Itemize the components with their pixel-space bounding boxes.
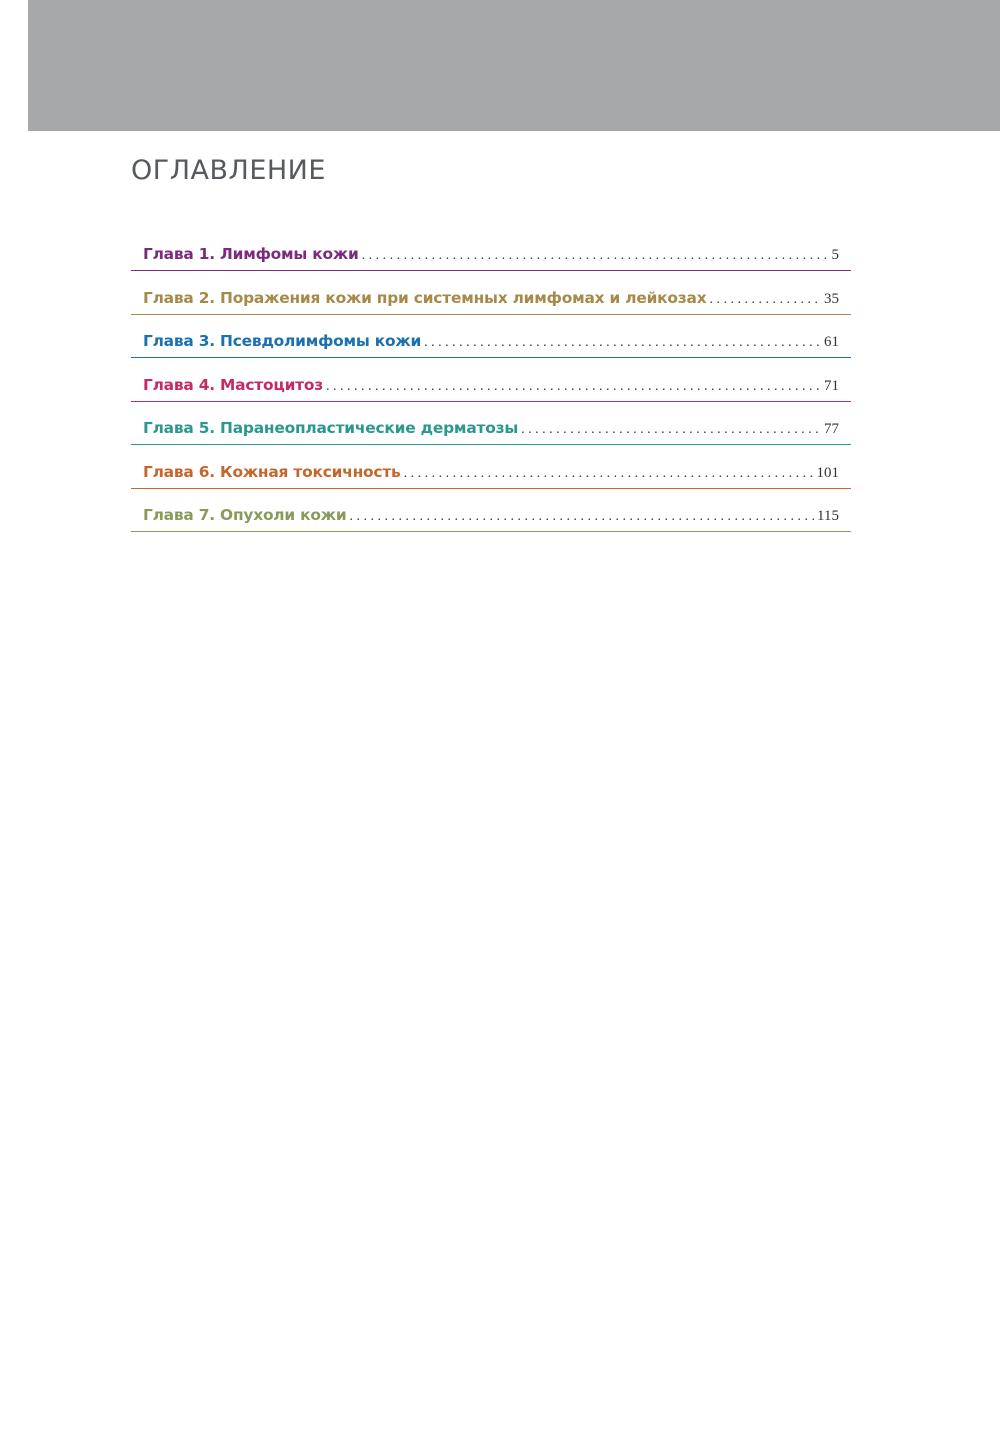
toc-entry-title: Глава 1. Лимфомы кожи <box>143 245 359 263</box>
toc-entry-1[interactable] <box>131 229 851 271</box>
toc-entry-title: Глава 4. Мастоцитоз <box>143 375 324 394</box>
dot-leader <box>404 466 814 482</box>
toc-entry-title: Глава 5. Паранеопластические дерматозы <box>143 419 519 437</box>
toc-entry-page: 5 <box>831 247 839 263</box>
toc-entry-page: 61 <box>824 334 839 350</box>
toc-entry-title: Глава 2. Поражения кожи при системных лимфомах и лейкозах <box>143 288 707 307</box>
dot-leader <box>521 422 821 438</box>
toc-entry-page: 115 <box>817 508 839 524</box>
table-of-contents <box>131 229 851 534</box>
toc-entry-title: Глава 3. Псевдолимфомы кожи <box>143 332 422 350</box>
toc-entry-2[interactable] <box>131 273 851 315</box>
header-band <box>28 0 1000 131</box>
toc-entry-page: 35 <box>824 290 839 307</box>
toc-heading: ОГЛАВЛЕНИЕ <box>131 155 326 186</box>
toc-entry-3[interactable] <box>131 316 851 358</box>
dot-leader <box>424 335 821 351</box>
dot-leader <box>349 509 814 525</box>
toc-entry-page: 71 <box>824 377 839 394</box>
dot-leader <box>709 292 821 308</box>
toc-entry-6[interactable] <box>131 447 851 489</box>
toc-entry-5[interactable] <box>131 403 851 445</box>
dot-leader <box>326 379 821 395</box>
toc-entry-4[interactable] <box>131 360 851 402</box>
toc-entry-title: Глава 7. Опухоли кожи <box>143 506 347 524</box>
toc-entry-page: 77 <box>824 421 839 437</box>
toc-entry-7[interactable] <box>131 490 851 532</box>
toc-entry-title: Глава 6. Кожная токсичность <box>143 462 401 481</box>
toc-entry-page: 101 <box>816 464 839 481</box>
dot-leader <box>362 248 829 264</box>
